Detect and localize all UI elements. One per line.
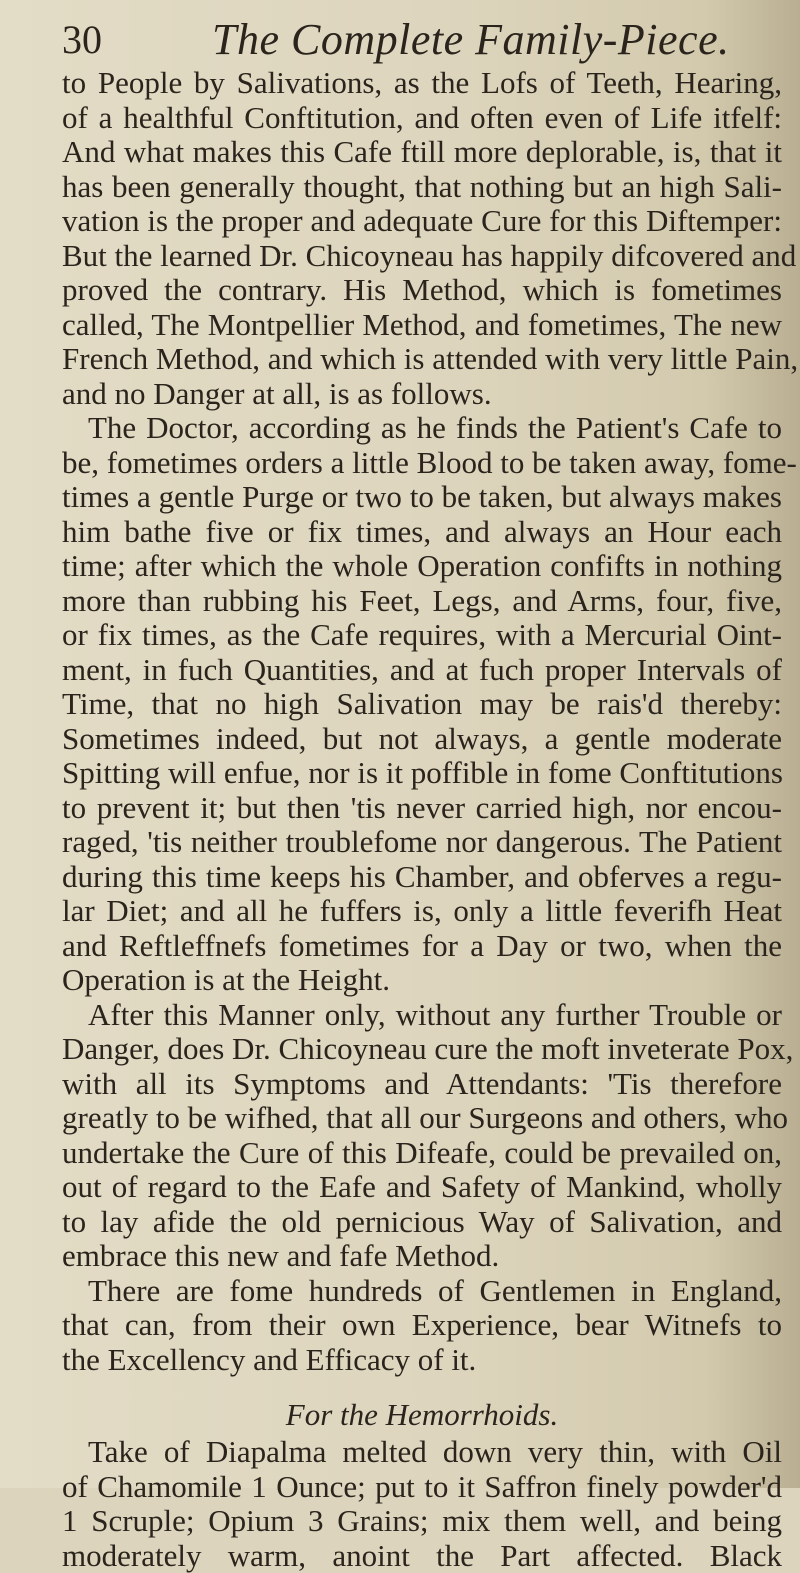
paragraph-4: [62, 1274, 782, 1378]
text-line: to People by Salivations, as the Lofs of Teeth, Hearing,: [62, 66, 782, 101]
page-number: 30: [62, 16, 102, 63]
running-head: The Complete Family-Piece.: [212, 14, 730, 65]
text-line: Spitting will enfue, nor is it poffible in fome Conftitutions: [62, 756, 782, 791]
text-line: to lay afide the old pernicious Way of Salivation, and: [62, 1205, 782, 1240]
text-line: After this Manner only, without any further Trouble or: [62, 998, 782, 1033]
text-line: ment, in fuch Quantities, and at fuch proper Intervals of: [62, 653, 782, 688]
paragraph-2: [62, 411, 782, 998]
page-header: [62, 8, 782, 68]
text-line: And what makes this Cafe ftill more deplorable, is, that it: [62, 135, 782, 170]
text-line: proved the contrary. His Method, which is fometimes: [62, 273, 782, 308]
text-line: greatly to be wifhed, that all our Surgeons and others, who: [62, 1101, 782, 1136]
text-line: vation is the proper and adequate Cure for this Diftemper:: [62, 204, 782, 239]
text-line: him bathe five or fix times, and always an Hour each: [62, 515, 782, 550]
text-line: 1 Scruple; Opium 3 Grains; mix them well, and being: [62, 1504, 782, 1539]
text-line: French Method, and which is attended with very little Pain,: [62, 342, 782, 377]
text-line: during this time keeps his Chamber, and obferves a regu-: [62, 860, 782, 895]
text-line: time; after which the whole Operation confifts in nothing: [62, 549, 782, 584]
text-line: and no Danger at all, is as follows.: [62, 377, 782, 412]
section-heading: For the Hemorrhoids.: [62, 1395, 782, 1435]
recipe-paragraph: [62, 1435, 782, 1573]
text-line: more than rubbing his Feet, Legs, and Arms, four, five,: [62, 584, 782, 619]
text-line: embrace this new and fafe Method.: [62, 1239, 782, 1274]
text-line: that can, from their own Experience, bear Witnefs to: [62, 1308, 782, 1343]
text-line: be, fometimes orders a little Blood to be taken away, fome-: [62, 446, 782, 481]
page-body: [62, 66, 782, 1573]
text-line: called, The Montpellier Method, and fometimes, The new: [62, 308, 782, 343]
text-line: Sometimes indeed, but not always, a gentle moderate: [62, 722, 782, 757]
text-line: There are fome hundreds of Gentlemen in England,: [62, 1274, 782, 1309]
text-line: The Doctor, according as he finds the Patient's Cafe to: [62, 411, 782, 446]
text-line: to prevent it; but then 'tis never carried high, nor encou-: [62, 791, 782, 826]
paragraph-1: [62, 66, 782, 411]
text-line: with all its Symptoms and Attendants: 'Tis therefore: [62, 1067, 782, 1102]
text-line: moderately warm, anoint the Part affected. Black: [62, 1539, 782, 1573]
paragraph-3: [62, 998, 782, 1274]
text-line: lar Diet; and all he fuffers is, only a little feverifh Heat: [62, 894, 782, 929]
text-line: raged, 'tis neither troublefome nor dangerous. The Patient: [62, 825, 782, 860]
text-line: times a gentle Purge or two to be taken, but always makes: [62, 480, 782, 515]
text-line: Take of Diapalma melted down very thin, with Oil: [62, 1435, 782, 1470]
text-line: or fix times, as the Cafe requires, with a Mercurial Oint-: [62, 618, 782, 653]
text-line: the Excellency and Efficacy of it.: [62, 1343, 782, 1378]
text-line: of Chamomile 1 Ounce; put to it Saffron finely powder'd: [62, 1470, 782, 1505]
text-line: Danger, does Dr. Chicoyneau cure the moft inveterate Pox,: [62, 1032, 782, 1067]
text-line: But the learned Dr. Chicoyneau has happily difcovered and: [62, 239, 782, 274]
text-line: has been generally thought, that nothing but an high Sali-: [62, 170, 782, 205]
text-line: out of regard to the Eafe and Safety of Mankind, wholly: [62, 1170, 782, 1205]
text-line: Time, that no high Salivation may be rais'd thereby:: [62, 687, 782, 722]
text-line: undertake the Cure of this Difeafe, could be prevailed on,: [62, 1136, 782, 1171]
text-line: and Reftleffnefs fometimes for a Day or two, when the: [62, 929, 782, 964]
text-line: of a healthful Conftitution, and often even of Life itfelf:: [62, 101, 782, 136]
text-line: Operation is at the Height.: [62, 963, 782, 998]
